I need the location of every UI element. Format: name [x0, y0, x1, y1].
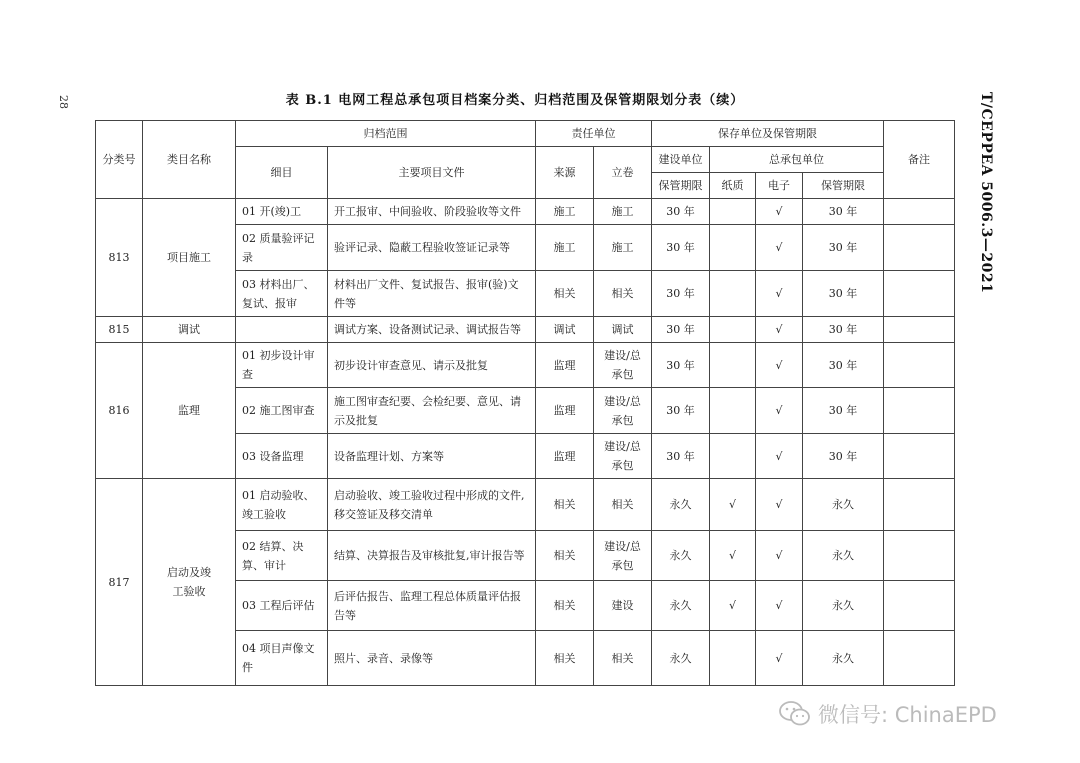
files-cell: 初步设计审查意见、请示及批复 — [328, 343, 536, 388]
header-code: 分类号 — [96, 121, 143, 199]
header-category: 类目名称 — [143, 121, 236, 199]
header-source: 来源 — [536, 147, 594, 199]
files-cell: 调试方案、设备测试记录、调试报告等 — [328, 317, 536, 343]
builder-period-cell: 30 年 — [652, 388, 710, 434]
builder-period-cell: 30 年 — [652, 317, 710, 343]
table-row — [96, 343, 955, 388]
remark-cell — [884, 271, 955, 317]
filing-cell: 相关 — [594, 631, 652, 686]
filing-cell: 调试 — [594, 317, 652, 343]
contractor-period-cell: 30 年 — [803, 343, 884, 388]
builder-period-cell: 永久 — [652, 631, 710, 686]
remark-cell — [884, 343, 955, 388]
source-cell: 相关 — [536, 581, 594, 631]
table-row — [96, 199, 955, 225]
paper-cell — [710, 317, 756, 343]
files-cell: 施工图审查纪要、会检纪要、意见、请示及批复 — [328, 388, 536, 434]
remark-cell — [884, 317, 955, 343]
header-keeping: 保存单位及保管期限 — [652, 121, 884, 147]
electronic-cell: √ — [756, 581, 803, 631]
remark-cell — [884, 199, 955, 225]
files-cell: 验评记录、隐蔽工程验收签证记录等 — [328, 225, 536, 271]
code-cell: 816 — [96, 343, 143, 479]
paper-cell — [710, 199, 756, 225]
paper-cell: √ — [710, 531, 756, 581]
source-cell: 相关 — [536, 271, 594, 317]
category-cell: 监理 — [143, 343, 236, 479]
remark-cell — [884, 531, 955, 581]
paper-cell: √ — [710, 479, 756, 531]
code-cell: 813 — [96, 199, 143, 317]
watermark-text: 微信号: ChinaEPD — [818, 703, 997, 727]
header-files: 主要项目文件 — [328, 147, 536, 199]
header-builder: 建设单位 — [652, 147, 710, 173]
files-cell: 后评估报告、监理工程总体质量评估报告等 — [328, 581, 536, 631]
header-contractor-period: 保管期限 — [803, 173, 884, 199]
filing-cell: 施工 — [594, 199, 652, 225]
code-cell: 815 — [96, 317, 143, 343]
source-cell: 监理 — [536, 388, 594, 434]
remark-cell — [884, 479, 955, 531]
source-cell: 相关 — [536, 479, 594, 531]
filing-cell: 建设/总承包 — [594, 343, 652, 388]
item-cell: 02 结算、决算、审计 — [236, 531, 328, 581]
filing-cell: 建设/总承包 — [594, 434, 652, 479]
source-cell: 监理 — [536, 343, 594, 388]
item-cell: 01 开(竣)工 — [236, 199, 328, 225]
contractor-period-cell: 30 年 — [803, 271, 884, 317]
item-cell: 03 设备监理 — [236, 434, 328, 479]
builder-period-cell: 永久 — [652, 531, 710, 581]
category-cell: 调试 — [143, 317, 236, 343]
wechat-watermark — [778, 699, 997, 729]
contractor-period-cell: 30 年 — [803, 225, 884, 271]
item-cell: 01 初步设计审查 — [236, 343, 328, 388]
item-cell: 01 启动验收、竣工验收 — [236, 479, 328, 531]
header-responsible: 责任单位 — [536, 121, 652, 147]
electronic-cell: √ — [756, 199, 803, 225]
paper-cell: √ — [710, 581, 756, 631]
header-remark: 备注 — [884, 121, 955, 199]
remark-cell — [884, 388, 955, 434]
item-cell: 02 质量验评记录 — [236, 225, 328, 271]
builder-period-cell: 永久 — [652, 581, 710, 631]
source-cell: 相关 — [536, 531, 594, 581]
item-cell: 02 施工图审查 — [236, 388, 328, 434]
table-row — [96, 479, 955, 531]
header-paper: 纸质 — [710, 173, 756, 199]
code-cell: 817 — [96, 479, 143, 686]
remark-cell — [884, 434, 955, 479]
files-cell: 启动验收、竣工验收过程中形成的文件,移交签证及移交清单 — [328, 479, 536, 531]
paper-cell — [710, 343, 756, 388]
paper-cell — [710, 631, 756, 686]
contractor-period-cell: 永久 — [803, 581, 884, 631]
header-filing: 立卷 — [594, 147, 652, 199]
files-cell: 开工报审、中间验收、阶段验收等文件 — [328, 199, 536, 225]
contractor-period-cell: 30 年 — [803, 388, 884, 434]
electronic-cell: √ — [756, 388, 803, 434]
electronic-cell: √ — [756, 343, 803, 388]
header-contractor: 总承包单位 — [710, 147, 884, 173]
source-cell: 施工 — [536, 199, 594, 225]
filing-cell: 施工 — [594, 225, 652, 271]
builder-period-cell: 30 年 — [652, 343, 710, 388]
contractor-period-cell: 30 年 — [803, 199, 884, 225]
paper-cell — [710, 271, 756, 317]
header-scope: 归档范围 — [236, 121, 536, 147]
category-cell: 启动及竣工验收 — [143, 479, 236, 686]
electronic-cell: √ — [756, 479, 803, 531]
item-cell: 03 材料出厂、复试、报审 — [236, 271, 328, 317]
header-electronic: 电子 — [756, 173, 803, 199]
table-title: 表 B.1 电网工程总承包项目档案分类、归档范围及保管期限划分表（续） — [285, 93, 745, 108]
filing-cell: 建设 — [594, 581, 652, 631]
page-number: 28 — [57, 95, 70, 109]
builder-period-cell: 30 年 — [652, 434, 710, 479]
electronic-cell: √ — [756, 531, 803, 581]
source-cell: 调试 — [536, 317, 594, 343]
electronic-cell: √ — [756, 225, 803, 271]
wechat-icon — [778, 700, 812, 728]
filing-cell: 建设/总承包 — [594, 531, 652, 581]
filing-cell: 相关 — [594, 271, 652, 317]
electronic-cell: √ — [756, 434, 803, 479]
files-cell: 材料出厂文件、复试报告、报审(验)文件等 — [328, 271, 536, 317]
contractor-period-cell: 永久 — [803, 479, 884, 531]
paper-cell — [710, 388, 756, 434]
standard-code: T/CEPPEA 5006.3—2021 — [978, 92, 994, 294]
header-item: 细目 — [236, 147, 328, 199]
paper-cell — [710, 225, 756, 271]
electronic-cell: √ — [756, 317, 803, 343]
files-cell: 照片、录音、录像等 — [328, 631, 536, 686]
builder-period-cell: 30 年 — [652, 199, 710, 225]
source-cell: 监理 — [536, 434, 594, 479]
item-cell: 04 项目声像文件 — [236, 631, 328, 686]
files-cell: 结算、决算报告及审核批复,审计报告等 — [328, 531, 536, 581]
table-row — [96, 317, 955, 343]
electronic-cell: √ — [756, 271, 803, 317]
builder-period-cell: 永久 — [652, 479, 710, 531]
filing-cell: 建设/总承包 — [594, 388, 652, 434]
item-cell — [236, 317, 328, 343]
filing-cell: 相关 — [594, 479, 652, 531]
header-builder-period: 保管期限 — [652, 173, 710, 199]
builder-period-cell: 30 年 — [652, 271, 710, 317]
contractor-period-cell: 30 年 — [803, 434, 884, 479]
remark-cell — [884, 581, 955, 631]
category-cell: 项目施工 — [143, 199, 236, 317]
item-cell: 03 工程后评估 — [236, 581, 328, 631]
files-cell: 设备监理计划、方案等 — [328, 434, 536, 479]
remark-cell — [884, 225, 955, 271]
archive-classification-table — [95, 120, 955, 686]
paper-cell — [710, 434, 756, 479]
source-cell: 施工 — [536, 225, 594, 271]
source-cell: 相关 — [536, 631, 594, 686]
contractor-period-cell: 永久 — [803, 631, 884, 686]
contractor-period-cell: 30 年 — [803, 317, 884, 343]
electronic-cell: √ — [756, 631, 803, 686]
builder-period-cell: 30 年 — [652, 225, 710, 271]
contractor-period-cell: 永久 — [803, 531, 884, 581]
remark-cell — [884, 631, 955, 686]
